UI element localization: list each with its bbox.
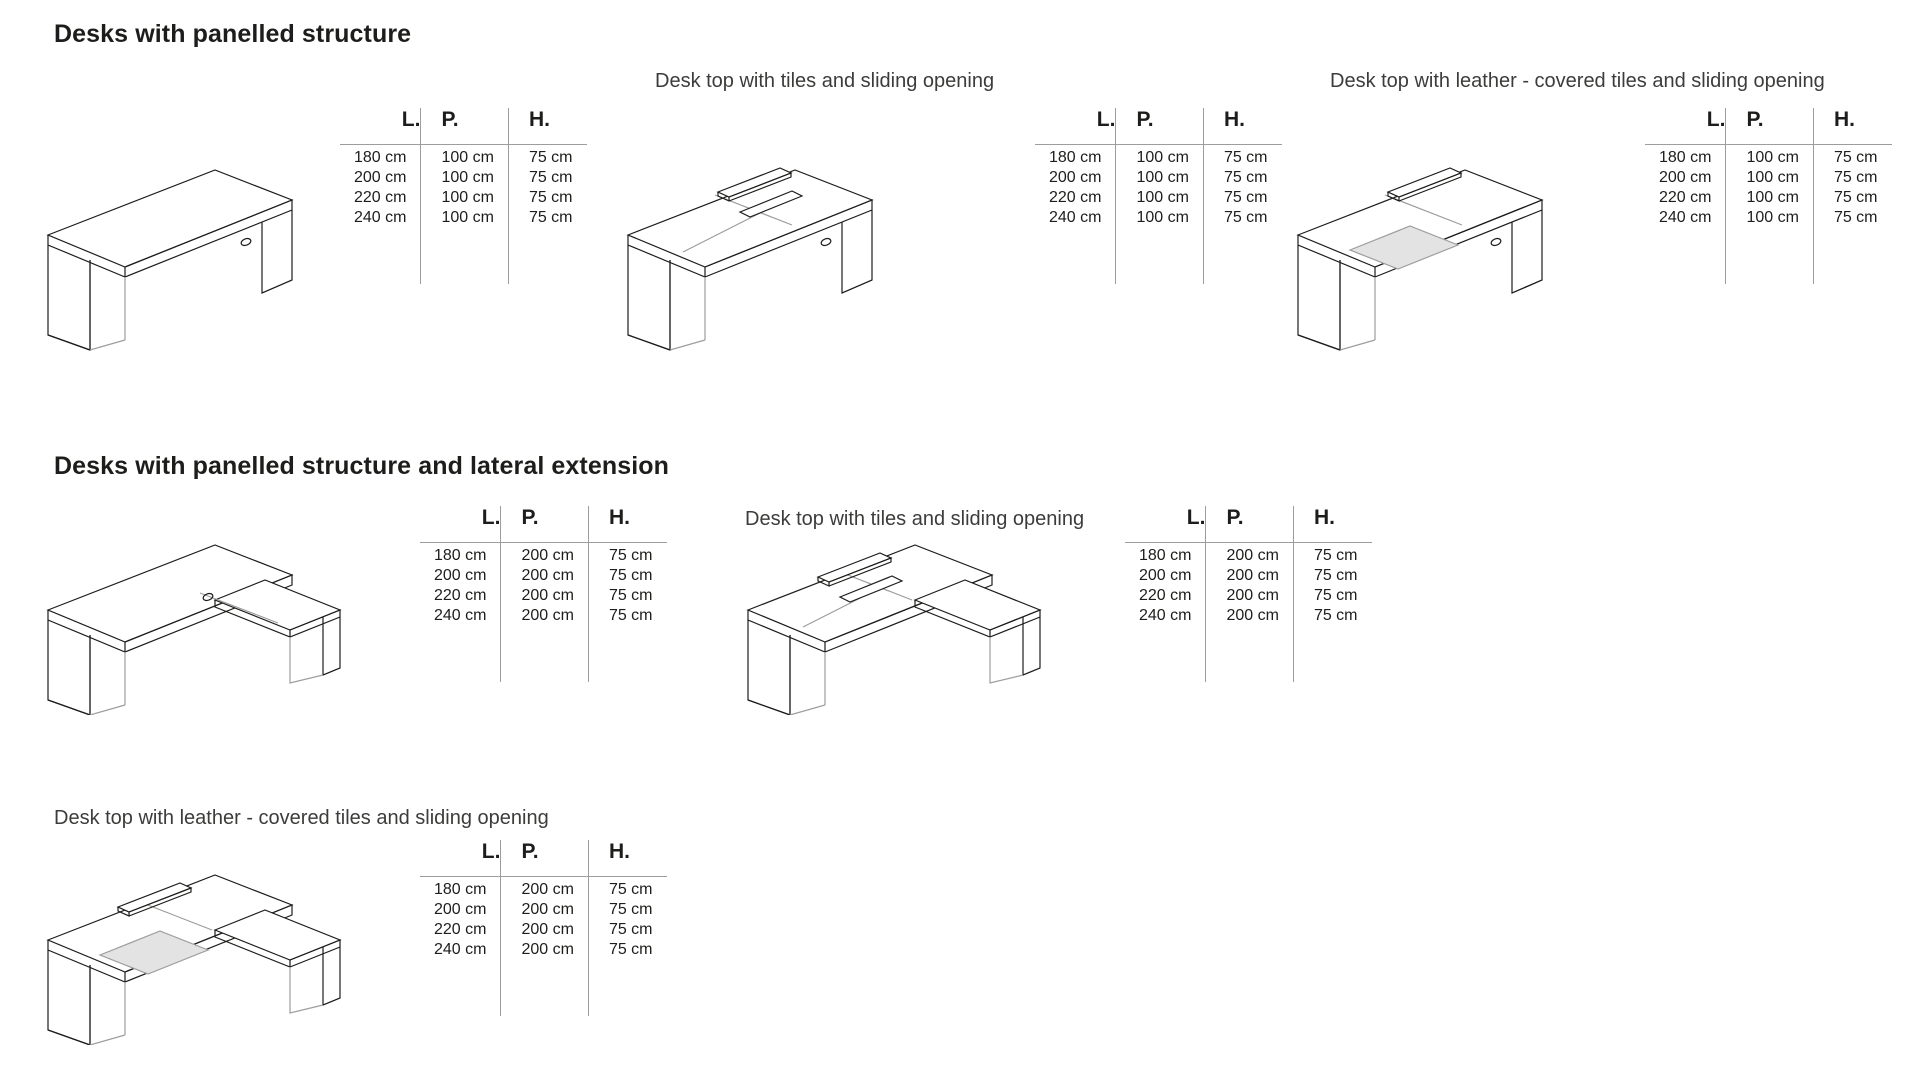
cell-l: 180 cm	[340, 145, 421, 169]
spec-header-l: L.	[481, 840, 501, 863]
cell-h: 75 cm	[1293, 606, 1371, 626]
cell-l: 200 cm	[1049, 169, 1102, 186]
table-row	[1035, 145, 1282, 169]
cell-p: 200 cm	[1206, 543, 1293, 567]
cell-h: 75 cm	[1293, 566, 1371, 586]
cell-p: 100 cm	[1116, 145, 1203, 169]
table-row	[1645, 145, 1892, 169]
spec-header-p: P.	[1116, 108, 1203, 145]
table-row	[1035, 188, 1282, 208]
cell-p: 100 cm	[421, 208, 508, 228]
cell-l: 180 cm	[1125, 543, 1206, 567]
cell-l: 240 cm	[1049, 209, 1102, 226]
table-row	[420, 606, 667, 626]
cell-h: 75 cm	[508, 208, 586, 228]
spec-header-h: H.	[588, 840, 666, 877]
cell-h: 75 cm	[588, 586, 666, 606]
cell-h: 75 cm	[588, 900, 666, 920]
cell-p: 100 cm	[1726, 188, 1813, 208]
cell-p: 200 cm	[501, 900, 588, 920]
cell-l: 220 cm	[1659, 189, 1712, 206]
cell-h: 75 cm	[588, 877, 666, 901]
cell-p: 100 cm	[1726, 145, 1813, 169]
cell-l: 240 cm	[434, 607, 487, 624]
cell-h: 75 cm	[588, 566, 666, 586]
table-row	[420, 900, 667, 920]
cell-h: 75 cm	[588, 606, 666, 626]
cell-h: 75 cm	[508, 145, 586, 169]
table-row	[420, 920, 667, 940]
caption-leather-tiles-sliding-opening-2: Desk top with leather - covered tiles and sliding opening	[54, 807, 549, 829]
spec-header-h: H.	[1813, 108, 1891, 145]
cell-l: 180 cm	[1035, 145, 1116, 169]
table-row	[1125, 606, 1372, 626]
caption-tiles-sliding-opening-2: Desk top with tiles and sliding opening	[745, 508, 1085, 530]
spec-header-p: P.	[1206, 506, 1293, 543]
cell-p: 200 cm	[501, 920, 588, 940]
table-row	[420, 877, 667, 901]
cell-p: 200 cm	[1206, 566, 1293, 586]
cell-p: 200 cm	[501, 877, 588, 901]
cell-h: 75 cm	[588, 543, 666, 567]
table-row	[420, 543, 667, 567]
cell-l: 220 cm	[434, 921, 487, 938]
table-row	[420, 586, 667, 606]
cell-p: 200 cm	[501, 940, 588, 960]
table-row	[1035, 168, 1282, 188]
cell-l: 200 cm	[434, 901, 487, 918]
cell-l: 180 cm	[1645, 145, 1726, 169]
spec-header-l: L.	[1096, 108, 1116, 131]
drawing-desk-tiles	[620, 140, 910, 360]
table-row	[340, 188, 587, 208]
caption-leather-tiles-sliding-opening-1: Desk top with leather - covered tiles and sliding opening	[1330, 70, 1825, 92]
cell-h: 75 cm	[1203, 208, 1281, 228]
caption-tiles-sliding-opening-1: Desk top with tiles and sliding opening	[655, 70, 995, 92]
spec-table-4	[420, 506, 667, 682]
cell-p: 100 cm	[1116, 168, 1203, 188]
cell-l: 200 cm	[354, 169, 407, 186]
cell-p: 100 cm	[1726, 208, 1813, 228]
section-title-lateral-extension: Desks with panelled structure and lateral extension	[54, 452, 670, 480]
spec-header-l: L.	[481, 506, 501, 529]
cell-h: 75 cm	[1203, 188, 1281, 208]
spec-table-1	[340, 108, 587, 284]
cell-l: 220 cm	[354, 189, 407, 206]
cell-p: 100 cm	[421, 145, 508, 169]
cell-h: 75 cm	[588, 920, 666, 940]
cell-l: 200 cm	[434, 567, 487, 584]
cell-p: 200 cm	[501, 606, 588, 626]
cell-h: 75 cm	[1813, 208, 1891, 228]
spec-header-p: P.	[1726, 108, 1813, 145]
cell-l: 220 cm	[434, 587, 487, 604]
spec-table-5	[1125, 506, 1372, 682]
cell-l: 180 cm	[420, 543, 501, 567]
cell-l: 240 cm	[354, 209, 407, 226]
cell-h: 75 cm	[508, 188, 586, 208]
section-title-panelled-structure: Desks with panelled structure	[54, 20, 412, 48]
cell-l: 240 cm	[1659, 209, 1712, 226]
cell-p: 200 cm	[501, 543, 588, 567]
drawing-desk-leather	[1290, 140, 1580, 360]
cell-l: 200 cm	[1659, 169, 1712, 186]
spec-header-h: H.	[1203, 108, 1281, 145]
cell-h: 75 cm	[1813, 145, 1891, 169]
cell-p: 200 cm	[501, 566, 588, 586]
cell-h: 75 cm	[1293, 586, 1371, 606]
cell-p: 100 cm	[1726, 168, 1813, 188]
cell-p: 100 cm	[421, 188, 508, 208]
cell-h: 75 cm	[1203, 168, 1281, 188]
cell-h: 75 cm	[1293, 543, 1371, 567]
drawing-desk-plain	[40, 150, 330, 360]
table-row	[1035, 208, 1282, 228]
cell-l: 220 cm	[1139, 587, 1192, 604]
table-row	[340, 168, 587, 188]
cell-p: 100 cm	[421, 168, 508, 188]
table-row	[1645, 168, 1892, 188]
cell-l: 240 cm	[434, 941, 487, 958]
cell-l: 220 cm	[1049, 189, 1102, 206]
spec-header-l: L.	[401, 108, 421, 131]
spec-header-p: P.	[501, 506, 588, 543]
spec-table-2	[1035, 108, 1282, 284]
table-row	[340, 208, 587, 228]
table-row	[1645, 188, 1892, 208]
cell-h: 75 cm	[508, 168, 586, 188]
cell-l: 180 cm	[420, 877, 501, 901]
spec-header-l: L.	[1706, 108, 1726, 131]
table-row	[1125, 543, 1372, 567]
table-row	[340, 145, 587, 169]
spec-table-6	[420, 840, 667, 1016]
cell-p: 200 cm	[1206, 606, 1293, 626]
table-row	[1125, 586, 1372, 606]
cell-l: 200 cm	[1139, 567, 1192, 584]
cell-p: 100 cm	[1116, 208, 1203, 228]
spec-header-p: P.	[501, 840, 588, 877]
table-row	[420, 566, 667, 586]
table-row	[1645, 208, 1892, 228]
spec-header-p: P.	[421, 108, 508, 145]
drawing-desk-lateral-tiles	[740, 515, 1080, 715]
table-row	[420, 940, 667, 960]
drawing-desk-lateral-plain	[40, 515, 380, 715]
cell-p: 200 cm	[501, 586, 588, 606]
cell-p: 200 cm	[1206, 586, 1293, 606]
cell-h: 75 cm	[1203, 145, 1281, 169]
cell-l: 240 cm	[1139, 607, 1192, 624]
cell-h: 75 cm	[588, 940, 666, 960]
spec-header-h: H.	[508, 108, 586, 145]
spec-header-h: H.	[588, 506, 666, 543]
cell-p: 100 cm	[1116, 188, 1203, 208]
cell-h: 75 cm	[1813, 188, 1891, 208]
cell-h: 75 cm	[1813, 168, 1891, 188]
table-row	[1125, 566, 1372, 586]
spec-table-3	[1645, 108, 1892, 284]
spec-header-h: H.	[1293, 506, 1371, 543]
drawing-desk-lateral-leather	[40, 845, 380, 1045]
spec-header-l: L.	[1186, 506, 1206, 529]
